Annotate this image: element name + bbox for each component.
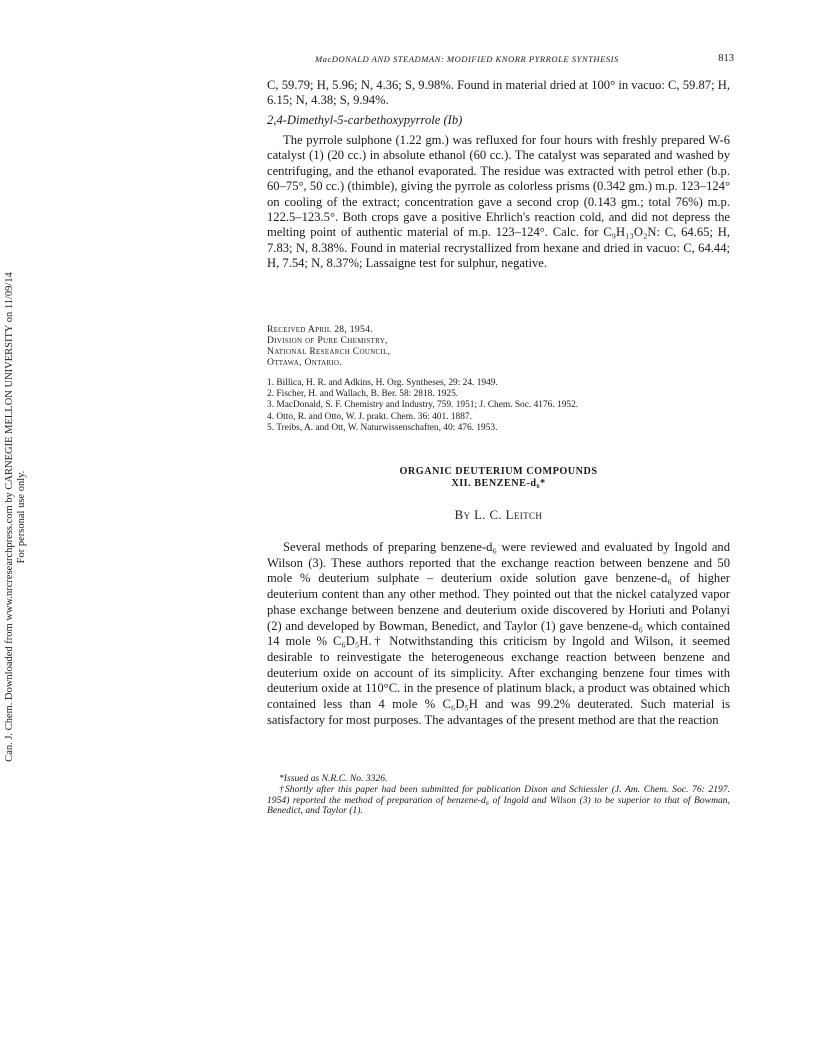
reference-list — [267, 378, 732, 434]
footnotes — [267, 774, 730, 817]
footnote-dagger: †Shortly after this paper had been submitted for publication Dixon and Schiessler (J. Am. Chem. Soc. 76: 2197. 1954) reported the method of preparation of benzene-d₆ of Ingold and Wilson (3) to be superior to that of Bowman, Benedict, and Taylor (1). — [267, 783, 730, 817]
reference-item: 3. MacDonald, S. F. Chemistry and Industry, 759. 1951; J. Chem. Soc. 4176. 1952. — [267, 400, 579, 411]
received-location: Ottawa, Ontario. — [267, 357, 343, 368]
article-title — [267, 466, 730, 489]
reference-item: 2. Fischer, H. and Wallach, B. Ber. 58: 2818. 1925. — [267, 389, 459, 400]
running-head — [315, 53, 734, 64]
received-block — [267, 324, 390, 368]
received-date: Received April 28, 1954. — [267, 324, 373, 335]
download-notice-line2: For personal use only. — [16, 470, 27, 564]
reference-item: 4. Otto, R. and Otto, W. J. prakt. Chem. 36: 401. 1887. — [267, 411, 472, 422]
received-division: Division of Pure Chemistry, — [267, 335, 388, 346]
article-title-line1: ORGANIC DEUTERIUM COMPOUNDS — [399, 466, 598, 477]
article-title-line2: XII. BENZENE-d₆* — [451, 477, 546, 489]
footnote-issued: *Issued as N.R.C. No. 3326. — [279, 773, 388, 784]
received-council: National Research Council, — [267, 346, 391, 357]
analysis-paragraph: C, 59.79; H, 5.96; N, 4.36; S, 9.98%. Found in material dried at 100° in vacuo: C, 59.87; H, 6.15; N, 4.38; S, 9.94%. — [267, 78, 730, 108]
running-head-title: MacDONALD AND STEADMAN: MODIFIED KNORR PYRROLE SYNTHESIS — [315, 54, 619, 64]
download-notice — [4, 147, 28, 887]
article-author: By L. C. Leitch — [454, 508, 543, 522]
reference-item: 1. Billica, H. R. and Adkins, H. Org. Syntheses, 29: 24. 1949. — [267, 378, 498, 388]
procedure-paragraph: The pyrrole sulphone (1.22 gm.) was refluxed for four hours with freshly prepared W-6 catalyst (1) (20 cc.) in absolute ethanol (60 cc.). The catalyst was separated and washed by centrifuging, and the ethanol evaporated. The residue was extracted with petrol ether (b.p. 60–75°, 50 cc.) (thimble), giving the pyrrole as colorless prisms (0.342 gm.) m.p. 123–124° on cooling of the extract; concentration gave a second crop (0.143 gm.; total 76%) m.p. 122.5–123.5°. Both crops gave a positive Ehrlich's reaction cold, and did not depress the melting point of authentic material of m.p. 123–124°. Calc. for C₉H₁₃O₂N: C, 64.65; H, 7.83; N, 8.38%. Found in material recrystallized from hexane and dried in vacuo: C, 64.44; H, 7.54; N, 8.37%; Lassaigne test for sulphur, negative. — [267, 133, 730, 271]
reference-item: 5. Treibs, A. and Ott, W. Naturwissenschaften, 40: 476. 1953. — [267, 422, 498, 433]
article-body-paragraph: Several methods of preparing benzene-d₆ were reviewed and evaluated by Ingold and Wilson (3). These authors reported that the exchange reaction between benzene and 50 mole % deuterium sulphate – deuterium oxide solution gave benzene-d₆ of higher deuterium content than any other method. They pointed out that the nickel catalyzed vapor phase exchange between benzene and deuterium oxide discovered by Horiuti and Polanyi (2) and developed by Bowman, Benedict, and Taylor (1) gave benzene-d₆ which contained 14 mole % C₆D₅H.† Notwithstanding this criticism by Ingold and Wilson, it seemed desirable to reinvestigate the heterogeneous exchange reaction between benzene and deuterium oxide on account of its simplicity. After exchanging benzene four times with deuterium oxide at 110°C. in the presence of platinum black, a product was obtained which contained less than 4 mole % C₆D₅H and was 99.2% deuterated. Such material is satisfactory for most purposes. The advantages of the present method are that the reaction — [267, 540, 730, 727]
section-subheading: 2,4-Dimethyl-5-carbethoxypyrrole (Ib) — [267, 113, 463, 127]
download-notice-line1: Can. J. Chem. Downloaded from www.nrcresearchpress.com by CARNEGIE MELLON UNIVERSITY on 11/09/14 — [4, 272, 15, 762]
page-number: 813 — [718, 53, 734, 64]
